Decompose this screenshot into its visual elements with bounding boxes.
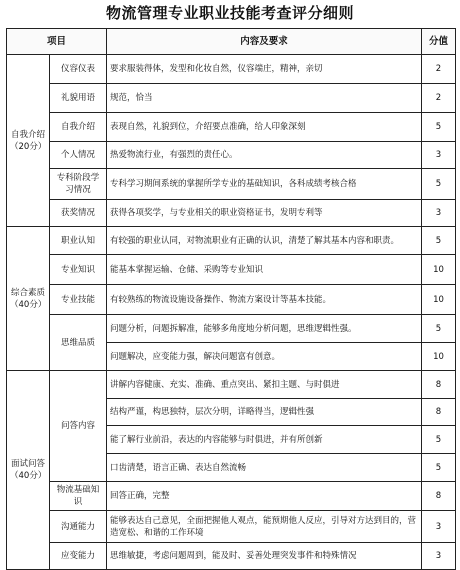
- table-row: [7, 255, 456, 285]
- requirement-text: 专科学习期间系统的掌握所学专业的基础知识，各科成绩考核合格: [107, 169, 422, 200]
- item-label: 专科阶段学习情况: [50, 169, 107, 200]
- requirement-text: 能了解行业前沿，表达的内容能够与时俱进，并有所创新: [107, 426, 422, 454]
- score-value: 5: [422, 315, 456, 343]
- table-row: [7, 84, 456, 113]
- score-value: 2: [422, 84, 456, 113]
- scoring-table: [6, 28, 456, 570]
- score-value: 5: [422, 454, 456, 482]
- item-label: 自我介绍: [50, 113, 107, 142]
- requirement-text: 能够表达自己意见，全面把握他人观点，能预期他人反应，引导对方达到目的，营造宽松、和谐的工作环境: [107, 511, 422, 543]
- table-row: [7, 55, 456, 84]
- score-value: 5: [422, 227, 456, 255]
- item-label: 礼貌用语: [50, 84, 107, 113]
- table-row: [7, 511, 456, 543]
- page-title: 物流管理专业职业技能考查评分细则: [105, 4, 354, 22]
- table-row: [7, 227, 456, 255]
- score-value: 8: [422, 399, 456, 426]
- score-value: 3: [422, 142, 456, 169]
- requirement-text: 回答正确，完整: [107, 482, 422, 511]
- requirement-text: 表现自然，礼貌到位，介绍要点准确，给人印象深刻: [107, 113, 422, 142]
- item-label: 个人情况: [50, 142, 107, 169]
- item-label: 物流基础知识: [50, 482, 107, 511]
- requirement-text: 结构严谨，构思独特，层次分明，详略得当，逻辑性强: [107, 399, 422, 426]
- requirement-text: 能基本掌握运输、仓储、采购等专业知识: [107, 255, 422, 285]
- item-label: 仪容仪表: [50, 55, 107, 84]
- score-value: 3: [422, 511, 456, 543]
- item-label: 思维品质: [50, 315, 107, 371]
- item-label: 问答内容: [50, 371, 107, 482]
- score-value: 8: [422, 371, 456, 399]
- requirement-text: 有较熟练的物流设施设备操作、物流方案设计等基本技能。: [107, 285, 422, 315]
- item-label: 专业技能: [50, 285, 107, 315]
- requirement-text: 思维敏捷，考虑问题周到，能及时、妥善处理突发事件和特殊情况: [107, 543, 422, 570]
- category-interview-qa: 面试问答（40分）: [7, 371, 50, 570]
- requirement-text: 热爱物流行业，有强烈的责任心。: [107, 142, 422, 169]
- score-value: 3: [422, 543, 456, 570]
- score-value: 2: [422, 55, 456, 84]
- score-value: 5: [422, 113, 456, 142]
- table-row: [7, 169, 456, 200]
- requirement-text: 讲解内容健康、充实、准确、重点突出、紧扣主题、与时俱进: [107, 371, 422, 399]
- header-score: 分值: [422, 29, 456, 55]
- item-label: 专业知识: [50, 255, 107, 285]
- requirement-text: 问题解决，应变能力强，解决问题富有创意。: [107, 343, 422, 371]
- requirement-text: 获得各项奖学，与专业相关的职业资格证书，发明专利等: [107, 200, 422, 227]
- item-label: 沟通能力: [50, 511, 107, 543]
- requirement-text: 要求服装得体，发型和化妆自然，仪容端庄，精神，亲切: [107, 55, 422, 84]
- table-row: [7, 543, 456, 570]
- score-value: 8: [422, 482, 456, 511]
- requirement-text: 规范，恰当: [107, 84, 422, 113]
- table-row: [7, 315, 456, 343]
- header-content: 内容及要求: [107, 29, 422, 55]
- header-item: 项目: [7, 29, 107, 55]
- category-overall-quality: 综合素质（40分）: [7, 227, 50, 371]
- score-value: 5: [422, 426, 456, 454]
- score-value: 10: [422, 343, 456, 371]
- category-self-intro: 自我介绍（20分）: [7, 55, 50, 227]
- item-label: 获奖情况: [50, 200, 107, 227]
- table-row: [7, 113, 456, 142]
- table-row: [7, 482, 456, 511]
- table-header-row: [7, 29, 456, 55]
- requirement-text: 有较强的职业认同，对物流职业有正确的认识，清楚了解其基本内容和职责。: [107, 227, 422, 255]
- table-row: [7, 371, 456, 399]
- score-value: 3: [422, 200, 456, 227]
- item-label: 应变能力: [50, 543, 107, 570]
- table-row: [7, 200, 456, 227]
- table-row: [7, 285, 456, 315]
- score-value: 10: [422, 285, 456, 315]
- score-value: 5: [422, 169, 456, 200]
- requirement-text: 问题分析，问题拆解准，能够多角度地分析问题，思维逻辑性强。: [107, 315, 422, 343]
- requirement-text: 口齿清楚，语言正确、表达自然流畅: [107, 454, 422, 482]
- table-row: [7, 142, 456, 169]
- score-value: 10: [422, 255, 456, 285]
- item-label: 职业认知: [50, 227, 107, 255]
